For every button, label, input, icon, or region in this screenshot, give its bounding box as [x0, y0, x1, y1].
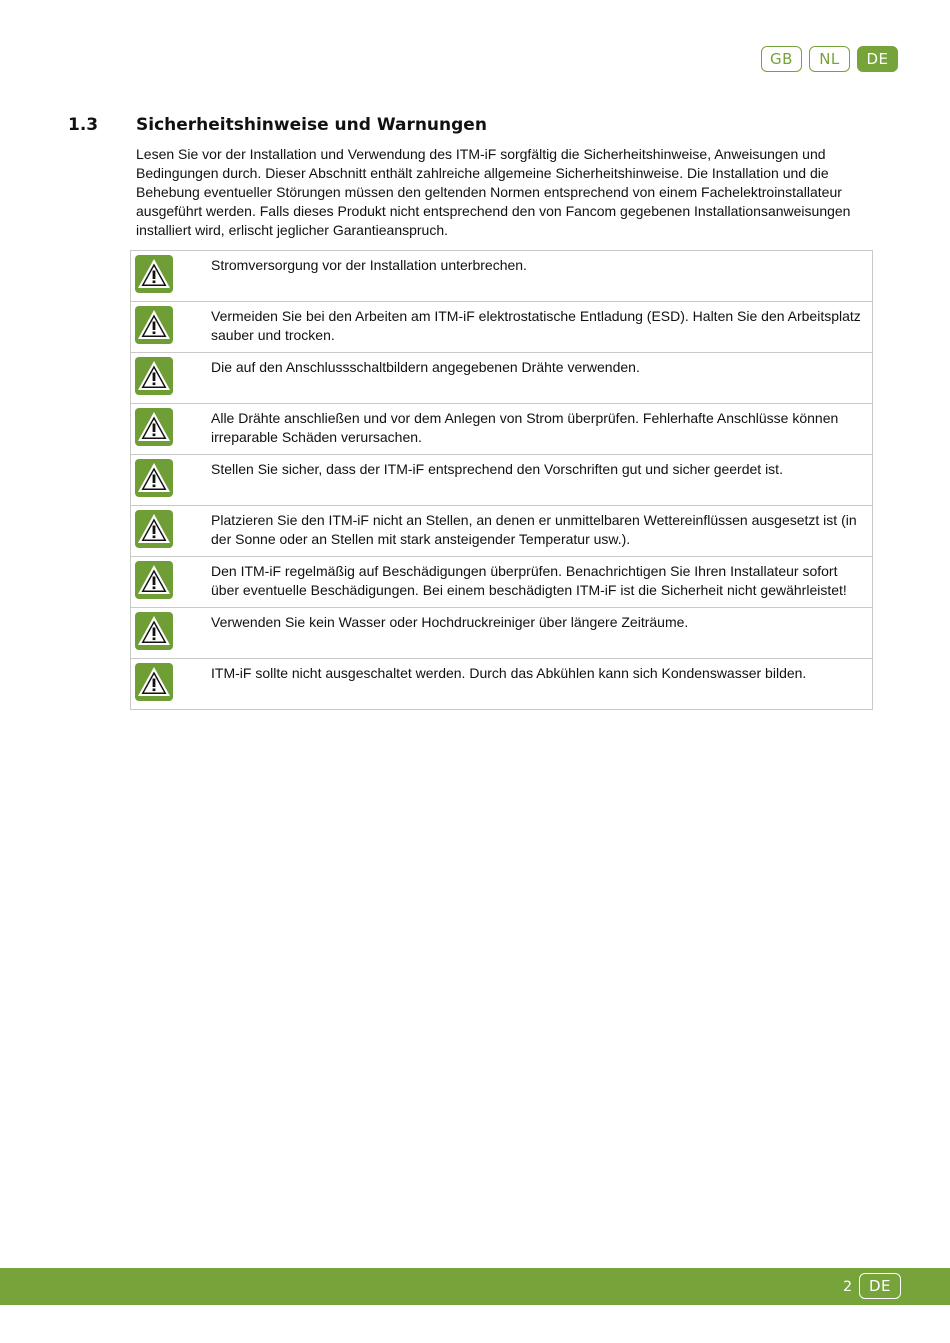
warning-row — [131, 251, 873, 302]
warning-triangle-icon — [135, 561, 203, 599]
warning-icon-cell — [131, 353, 204, 404]
section-intro: Lesen Sie vor der Installation und Verwendung des ITM-iF sorgfältig die Sicherheitshinweise, Anweisungen und Bedingungen durch. Dieser Abschnitt enthält zahlreiche allgemeine Sicherheitshinweise. Die Installation und die Behebung eventueller Störungen müssen den geltenden Normen entsprechend von einem Fachelektroinstallateur ausgeführt werden. Falls dieses Produkt nicht entsprechend den von Fancom gegebenen Installationsanweisungen installiert wird, erlischt jeglicher Garantieanspruch. — [136, 146, 851, 238]
warnings-table — [130, 250, 873, 710]
warning-row — [131, 608, 873, 659]
warning-row — [131, 557, 873, 608]
warning-icon-cell — [131, 608, 204, 659]
warning-text: Stromversorgung vor der Installation unterbrechen. — [203, 251, 873, 302]
warning-triangle-icon — [135, 408, 203, 446]
language-tab-de[interactable]: DE — [857, 46, 898, 72]
section-title: Sicherheitshinweise und Warnungen — [136, 115, 487, 135]
language-tab-gb[interactable]: GB — [761, 46, 802, 72]
footer-bar — [0, 1268, 950, 1305]
warning-text: Verwenden Sie kein Wasser oder Hochdruckreiniger über längere Zeiträume. — [203, 608, 873, 659]
language-tab-nl[interactable]: NL — [809, 46, 850, 72]
section-number: 1.3 — [68, 115, 99, 135]
warning-icon-cell — [131, 659, 204, 710]
warning-text: Vermeiden Sie bei den Arbeiten am ITM-iF elektrostatische Entladung (ESD). Halten Sie den Arbeitsplatz sauber und trocken. — [203, 302, 873, 353]
warning-text: Die auf den Anschlussschaltbildern angegebenen Drähte verwenden. — [203, 353, 873, 404]
warning-triangle-icon — [135, 255, 203, 293]
warning-triangle-icon — [135, 357, 203, 395]
warning-icon-cell — [131, 557, 204, 608]
warning-text: Alle Drähte anschließen und vor dem Anlegen von Strom überprüfen. Fehlerhafte Anschlüsse können irreparable Schäden verursachen. — [203, 404, 873, 455]
page-number: 2 — [843, 1279, 852, 1295]
warning-icon-cell — [131, 455, 204, 506]
warning-icon-cell — [131, 251, 204, 302]
warning-icon-cell — [131, 506, 204, 557]
warning-row — [131, 506, 873, 557]
warning-row — [131, 455, 873, 506]
language-tabs — [761, 46, 898, 72]
warning-row — [131, 302, 873, 353]
footer-language-badge: DE — [859, 1273, 901, 1299]
warning-row — [131, 353, 873, 404]
warning-row — [131, 659, 873, 710]
warning-icon-cell — [131, 404, 204, 455]
warning-triangle-icon — [135, 663, 203, 701]
warning-icon-cell — [131, 302, 204, 353]
warning-text: Den ITM-iF regelmäßig auf Beschädigungen überprüfen. Benachrichtigen Sie Ihren Installateur sofort über eventuelle Beschädigungen. Bei einem beschädigten ITM-iF ist die Sicherheit nicht gewährleistet! — [203, 557, 873, 608]
warning-triangle-icon — [135, 612, 203, 650]
warning-text: ITM-iF sollte nicht ausgeschaltet werden. Durch das Abkühlen kann sich Kondenswasser bilden. — [203, 659, 873, 710]
warning-text: Platzieren Sie den ITM-iF nicht an Stellen, an denen er unmittelbaren Wettereinflüssen ausgesetzt ist (in der Sonne oder an Stellen mit stark ansteigender Temperatur usw.). — [203, 506, 873, 557]
warning-triangle-icon — [135, 459, 203, 497]
warning-triangle-icon — [135, 306, 203, 344]
warning-triangle-icon — [135, 510, 203, 548]
warning-text: Stellen Sie sicher, dass der ITM-iF entsprechend den Vorschriften gut und sicher geerdet ist. — [203, 455, 873, 506]
warning-row — [131, 404, 873, 455]
